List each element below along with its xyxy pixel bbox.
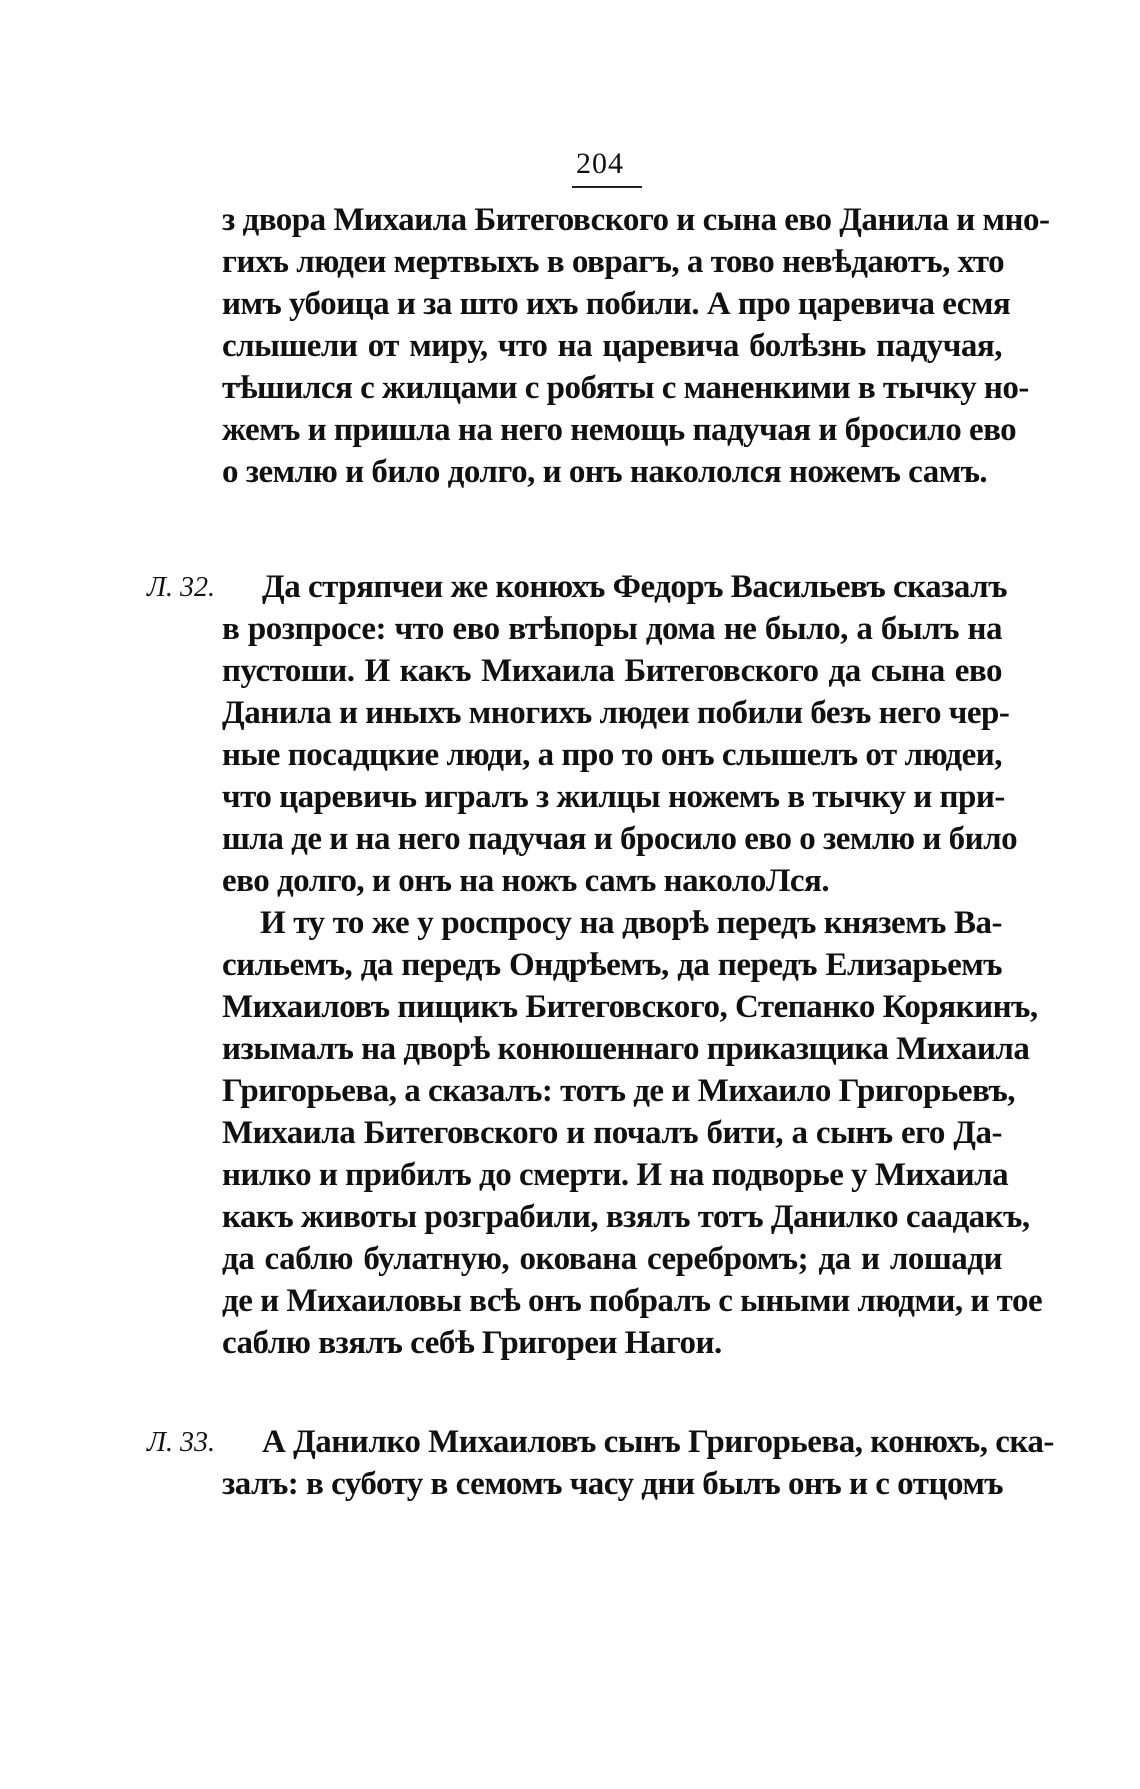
paragraph-4 xyxy=(222,1421,1054,1505)
text-line: пустоши. И какъ Михаила Битеговского да сына ево xyxy=(222,653,1002,689)
margin-note-folio-32: Л. 32. xyxy=(147,572,215,603)
text-line: Григорьева, а сказалъ: тотъ де и Михаило Григорьевъ, xyxy=(222,1073,1015,1109)
text-line: Михаила Битеговского и почалъ бити, а сынъ его Да- xyxy=(222,1115,1002,1151)
page-number-rule xyxy=(572,186,642,188)
text-line: з двора Михаила Битеговского и сына ево Данила и мно- xyxy=(222,202,1050,238)
text-line: Данила и иныхъ многихъ людеи побили безъ него чер- xyxy=(222,695,1010,731)
page-number: 204 xyxy=(576,147,624,180)
text-line: А Данилко Михаиловъ сынъ Григорьева, конюхъ, ска- xyxy=(262,1424,1054,1460)
text-line: тѣшился с жилцами с робяты с маненкими в тычку но- xyxy=(222,370,1029,406)
text-line: нилко и прибилъ до смерти. И на подворье у Михаила xyxy=(222,1157,1009,1193)
paragraph-3 xyxy=(222,902,1043,1364)
text-line: Да стряпчеи же конюхъ Федоръ Васильевъ сказалъ xyxy=(262,569,1007,605)
text-line: Михаиловъ пищикъ Битеговского, Степанко Корякинъ, xyxy=(222,989,1038,1025)
text-line: ево долго, и онъ на ножъ самъ наколоЛся. xyxy=(222,863,830,899)
text-line: жемъ и пришла на него немощь падучая и бросило ево xyxy=(222,412,1017,448)
text-line: ные посадцкие люди, а про то онъ слышелъ от людеи, xyxy=(222,737,1002,773)
text-line: гихъ людеи мертвыхъ в оврагъ, а тово невѣдаютъ, хто xyxy=(222,244,1005,280)
text-line: какъ животы розграбили, взялъ тотъ Данилко саадакъ, xyxy=(222,1199,1030,1235)
text-line: изымалъ на дворѣ конюшеннаго приказщика Михаила xyxy=(222,1031,1030,1067)
text-line: саблю взялъ себѣ Григореи Нагои. xyxy=(222,1325,722,1361)
margin-note-folio-33: Л. 33. xyxy=(147,1427,215,1458)
text-line: в розпросе: что ево втѣпоры дома не было, а былъ на xyxy=(222,611,1002,647)
paragraph-2 xyxy=(222,566,1018,902)
text-line: залъ: в суботу в семомъ часу дни былъ онъ и с отцомъ xyxy=(222,1466,1004,1502)
text-line: шла де и на него падучая и бросило ево о землю и било xyxy=(222,821,1018,857)
text-line: да саблю булатную, окована серебромъ; да и лошади xyxy=(222,1241,1002,1277)
text-line: сильемъ, да передъ Ондрѣемъ, да передъ Елизарьемъ xyxy=(222,947,1002,983)
text-line: что царевичь игралъ з жилцы ножемъ в тычку и при- xyxy=(222,779,1005,815)
text-line: слышели от миру, что на царевича болѣзнь падучая, xyxy=(222,328,1002,364)
text-line: И ту то же у роспросу на дворѣ передъ княземъ Ва- xyxy=(260,905,1002,941)
text-line: де и Михаиловы всѣ онъ побралъ с ыными людми, и тое xyxy=(222,1283,1043,1319)
text-line: о землю и било долго, и онъ накололся ножемъ самъ. xyxy=(222,454,988,490)
text-line: имъ убоица и за што ихъ побили. А про царевича есмя xyxy=(222,286,1011,322)
paragraph-1 xyxy=(222,199,1050,493)
